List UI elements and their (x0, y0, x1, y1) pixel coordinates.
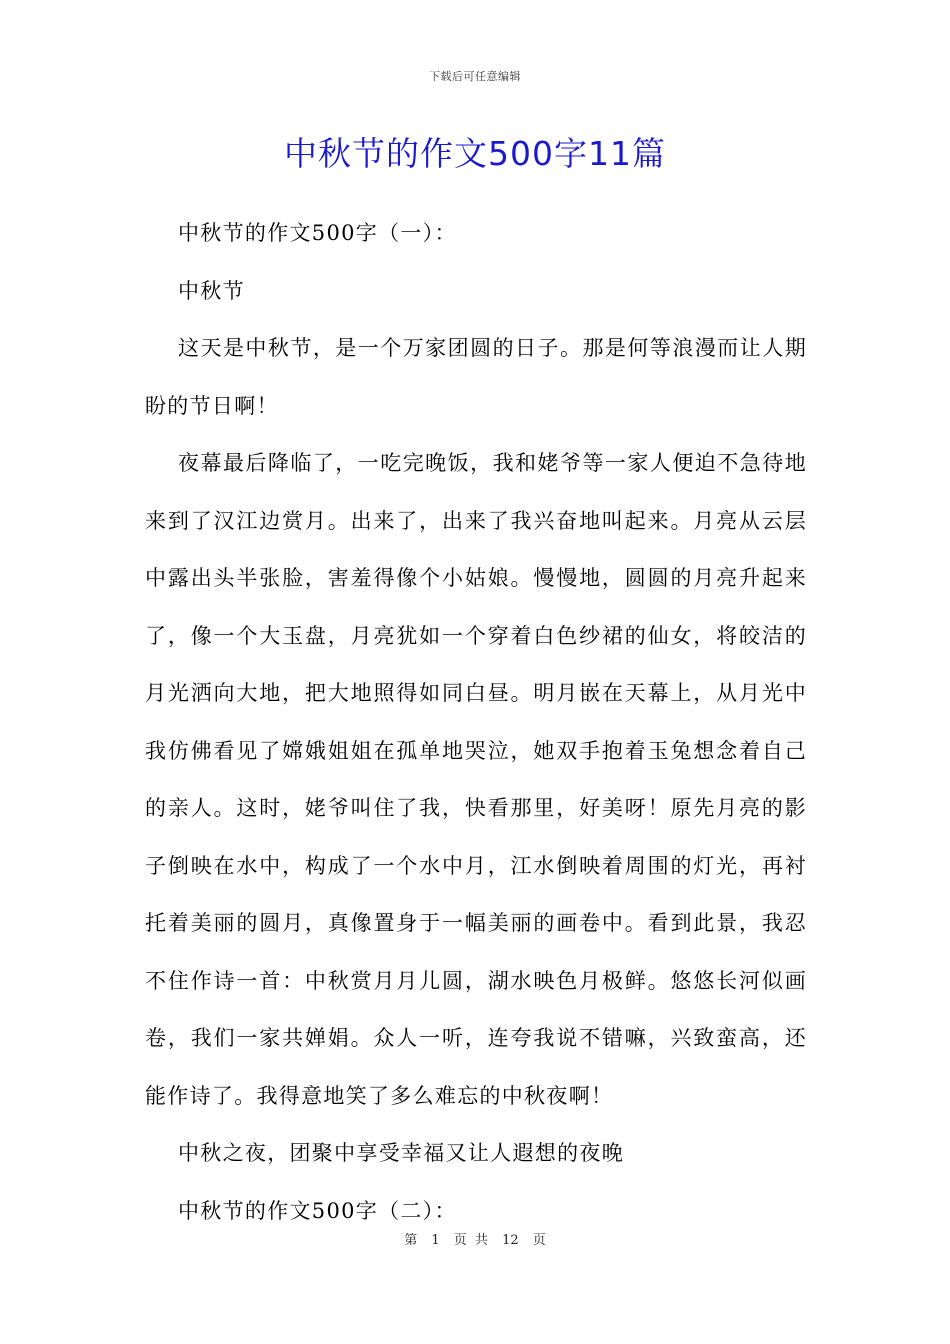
paragraph-section-heading-2: 中秋节的作文500字（二）： (178, 1198, 457, 1223)
document-body (145, 205, 807, 1240)
footer-prefix: 第 (404, 1233, 418, 1248)
page-footer (0, 1229, 950, 1248)
footer-total-pages: 12 (502, 1233, 519, 1248)
footer-suffix: 页 (532, 1233, 546, 1248)
header-note: 下载后可任意编辑 (429, 70, 521, 83)
document-title: 中秋节的作文500字11篇 (284, 134, 666, 173)
paragraph-closing: 中秋之夜，团聚中享受幸福又让人遐想的夜晚 (178, 1141, 624, 1165)
paragraph-section-heading-1: 中秋节的作文500字（一）： (178, 221, 457, 245)
paragraph-essay-title: 中秋节 (178, 278, 245, 303)
footer-current-page: 1 (431, 1233, 440, 1248)
paragraph-intro: 这天是中秋节，是一个万家团圆的日子。那是何等浪漫而让人期盼的节日啊！ (145, 336, 807, 418)
paragraph-main: 夜幕最后降临了，一吃完晚饭，我和姥爷等一家人便迫不急待地来到了汉江边赏月。出来了，出来了我兴奋地叫起来。月亮从云层中露出头半张脸，害羞得像个小姑娘。慢慢地，圆圆的月亮升起来了，像一个大玉盘，月亮犹如一个穿着白色纱裙的仙女，将皎洁的月光洒向大地，把大地照得如同白昼。明月嵌在天幕上，从月光中我仿佛看见了嫦娥姐姐在孤单地哭泣，她双手抱着玉兔想念着自己的亲人。这时，姥爷叫住了我，快看那里，好美呀！原先月亮的影子倒映在水中，构成了一个水中月，江水倒映着周围的灯光，再衬托着美丽的圆月，真像置身于一幅美丽的画卷中。看到此景，我忍不住作诗一首：中秋赏月月儿圆，湖水映色月极鲜。悠悠长河似画卷，我们一家共婵娟。众人一听，连夸我说不错嘛，兴致蛮高，还能作诗了。我得意地笑了多么难忘的中秋夜啊！ (145, 451, 807, 1108)
footer-middle: 页 共 (453, 1233, 488, 1248)
